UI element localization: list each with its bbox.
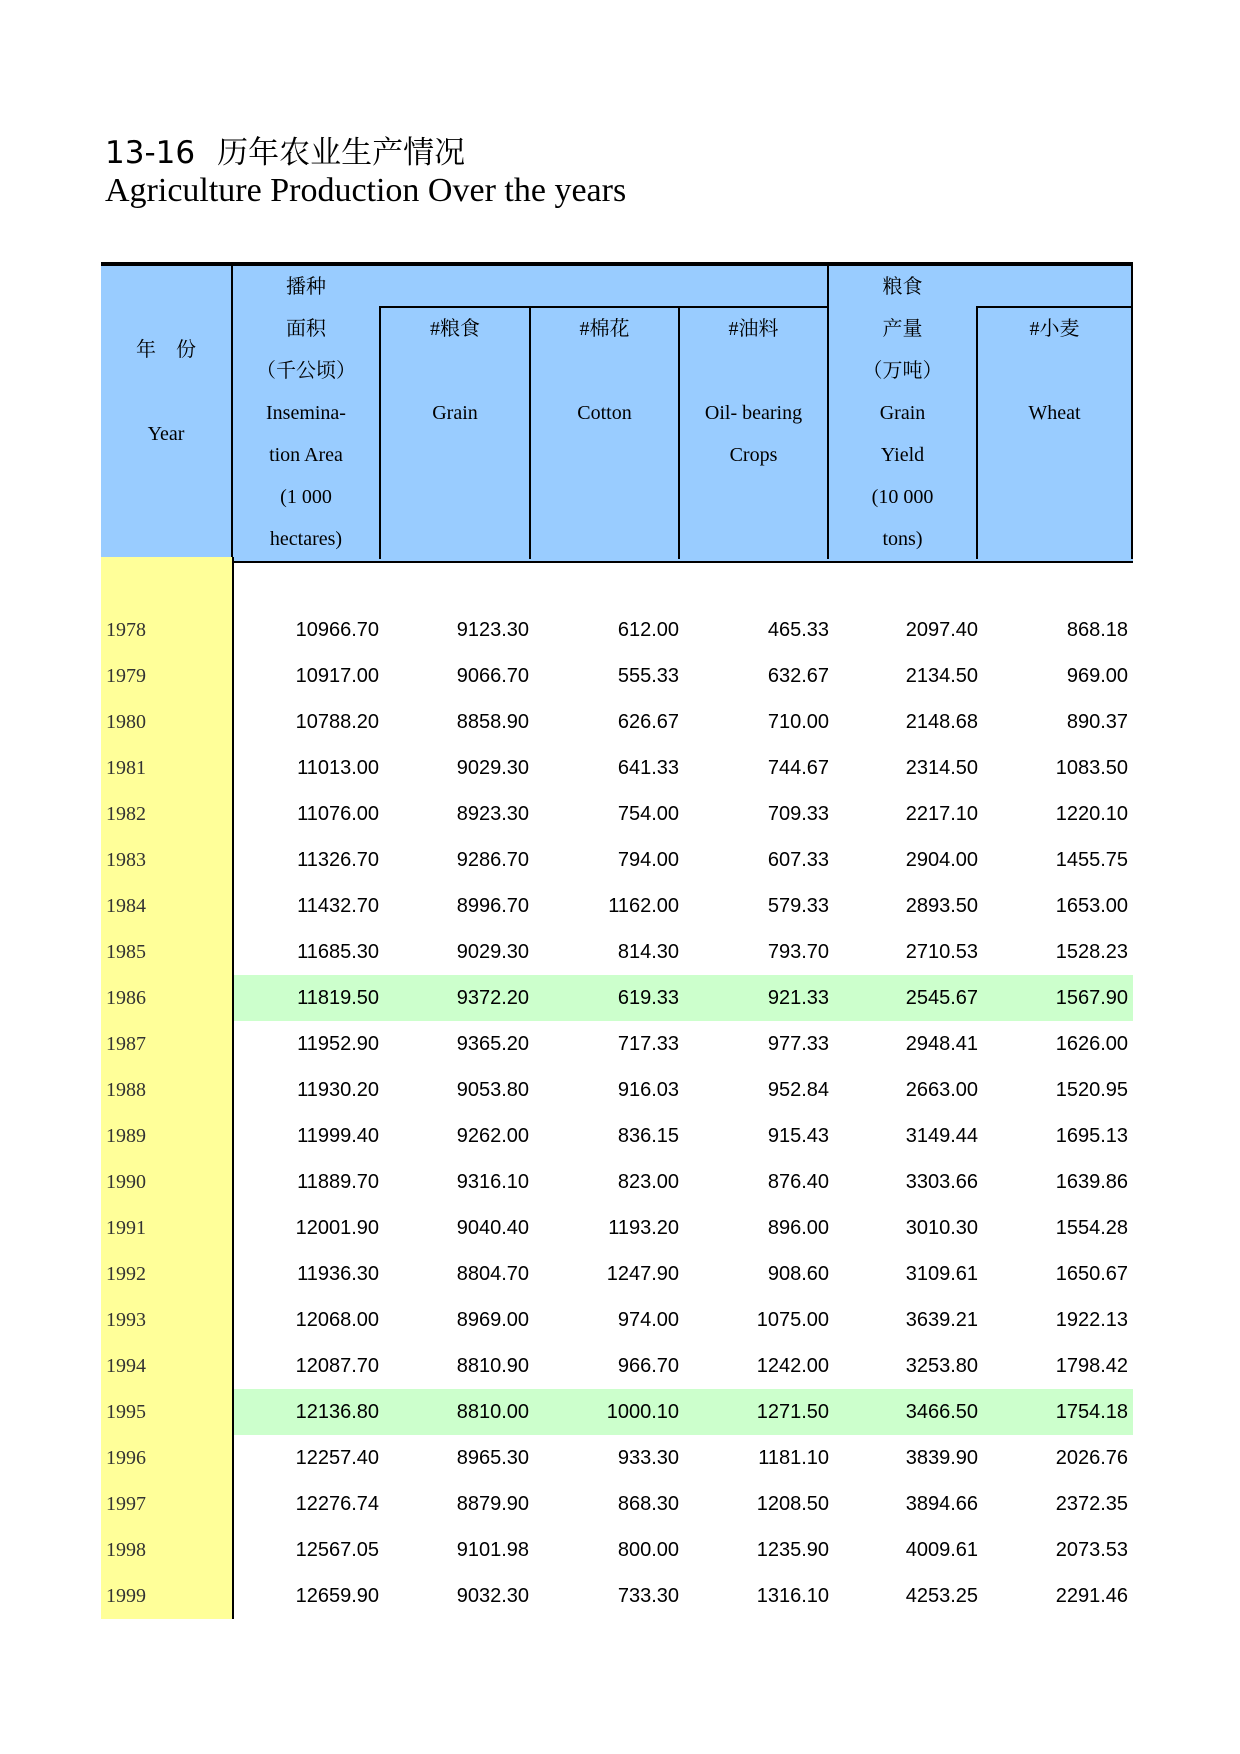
cell-wheat: 1567.90 (1055, 987, 1128, 1009)
cell-year: 1986 (106, 987, 146, 1009)
cell-sown-area: 12087.70 (295, 1355, 379, 1377)
cell-cotton: 754.00 (617, 803, 679, 825)
cell-grain-yield: 2948.41 (905, 1033, 978, 1055)
cell-year: 1995 (106, 1401, 146, 1423)
table-row (101, 975, 1133, 1021)
table-row (101, 1251, 1133, 1297)
cell-sown-area: 11889.70 (297, 1171, 379, 1193)
cell-grain: 9066.70 (456, 665, 529, 687)
cell-year: 1992 (106, 1263, 146, 1285)
cell-wheat: 1695.13 (1055, 1125, 1128, 1147)
cell-wheat: 1520.95 (1055, 1079, 1128, 1101)
cell-wheat: 1922.13 (1055, 1309, 1128, 1331)
cell-oil-crops: 710.00 (767, 711, 829, 733)
cell-grain: 9262.00 (456, 1125, 529, 1147)
header-grain-yield (829, 266, 976, 560)
cell-grain-yield: 3303.66 (905, 1171, 978, 1193)
cell-grain: 9029.30 (456, 757, 529, 779)
cell-oil-crops: 896.00 (767, 1217, 829, 1239)
cell-year: 1979 (106, 665, 146, 687)
header-text: Grain (879, 402, 926, 424)
header-text: Grain (432, 402, 478, 424)
cell-year: 1999 (106, 1585, 146, 1607)
cell-oil-crops: 1271.50 (756, 1401, 829, 1423)
cell-sown-area: 10966.70 (295, 619, 379, 641)
table-row (101, 883, 1133, 929)
cell-year: 1983 (106, 849, 146, 871)
table-row (101, 1205, 1133, 1251)
header-text (978, 350, 1131, 392)
header-text: #小麦 (1029, 318, 1080, 340)
cell-grain: 8804.70 (456, 1263, 529, 1285)
cell-grain-yield: 3010.30 (905, 1217, 978, 1239)
cell-cotton: 555.33 (617, 665, 679, 687)
table-title-chinese (105, 127, 465, 172)
header-text: Cotton (577, 402, 632, 424)
cell-grain-yield: 3839.90 (905, 1447, 978, 1469)
cell-grain-yield: 3639.21 (905, 1309, 978, 1331)
cell-grain: 8923.30 (456, 803, 529, 825)
cell-year: 1990 (106, 1171, 146, 1193)
cell-sown-area: 11819.50 (297, 987, 379, 1009)
cell-grain-yield: 3253.80 (905, 1355, 978, 1377)
cell-wheat: 1626.00 (1055, 1033, 1128, 1055)
cell-cotton: 641.33 (617, 757, 679, 779)
header-text: (1 000 (280, 486, 332, 508)
table-row (101, 1297, 1133, 1343)
cell-sown-area: 11936.30 (297, 1263, 379, 1285)
cell-wheat: 1220.10 (1055, 803, 1128, 825)
cell-year: 1997 (106, 1493, 146, 1515)
header-text: hectares) (269, 528, 343, 550)
cell-grain: 9286.70 (456, 849, 529, 871)
cell-cotton: 619.33 (617, 987, 679, 1009)
cell-oil-crops: 1235.90 (756, 1539, 829, 1561)
cell-grain: 8969.00 (456, 1309, 529, 1331)
cell-wheat: 2073.53 (1055, 1539, 1128, 1561)
cell-grain: 8996.70 (456, 895, 529, 917)
cell-oil-crops: 793.70 (767, 941, 829, 963)
cell-cotton: 1000.10 (606, 1401, 679, 1423)
cell-grain: 8879.90 (456, 1493, 529, 1515)
table-row (101, 837, 1133, 883)
cell-grain: 9032.30 (456, 1585, 529, 1607)
cell-oil-crops: 921.33 (767, 987, 829, 1009)
header-wheat (978, 308, 1131, 434)
cell-sown-area: 11999.40 (297, 1125, 379, 1147)
header-text: #油料 (728, 318, 779, 340)
cell-grain: 9372.20 (456, 987, 529, 1009)
cell-oil-crops: 709.33 (767, 803, 829, 825)
cell-sown-area: 12136.80 (295, 1401, 379, 1423)
header-oil-crops (680, 308, 827, 476)
cell-grain-yield: 2097.40 (905, 619, 978, 641)
table-row (101, 1067, 1133, 1113)
table-row (101, 929, 1133, 975)
header-sown-area (233, 266, 379, 560)
table-header (101, 262, 1133, 563)
cell-cotton: 916.03 (617, 1079, 679, 1101)
header-text: #棉花 (579, 318, 630, 340)
cell-grain: 9029.30 (456, 941, 529, 963)
cell-year: 1994 (106, 1355, 146, 1377)
cell-cotton: 1193.20 (608, 1217, 679, 1239)
header-divider (1131, 266, 1133, 559)
cell-year: 1988 (106, 1079, 146, 1101)
header-text: （千公顷） (256, 360, 356, 382)
table-row (101, 1481, 1133, 1527)
table-row (101, 1527, 1133, 1573)
cell-grain: 9365.20 (456, 1033, 529, 1055)
cell-oil-crops: 1242.00 (756, 1355, 829, 1377)
cell-grain: 9123.30 (456, 619, 529, 641)
table-number: 13-16 (105, 135, 196, 171)
cell-grain: 8858.90 (456, 711, 529, 733)
header-text: （万吨） (862, 360, 943, 382)
cell-wheat: 1083.50 (1055, 757, 1128, 779)
cell-grain-yield: 2710.53 (905, 941, 978, 963)
cell-grain-yield: 2545.67 (905, 987, 978, 1009)
cell-grain-yield: 3894.66 (905, 1493, 978, 1515)
header-text: Insemina- (266, 402, 346, 424)
cell-oil-crops: 632.67 (767, 665, 829, 687)
cell-wheat: 1798.42 (1055, 1355, 1128, 1377)
cell-cotton: 823.00 (617, 1171, 679, 1193)
cell-year: 1984 (106, 895, 146, 917)
table-row (101, 1159, 1133, 1205)
table-row (101, 699, 1133, 745)
cell-grain-yield: 2148.68 (905, 711, 978, 733)
cell-sown-area: 12257.40 (295, 1447, 379, 1469)
cell-wheat: 2291.46 (1055, 1585, 1128, 1607)
table-row (101, 1435, 1133, 1481)
cell-sown-area: 11076.00 (297, 803, 379, 825)
header-year-cn: 年 份 (136, 339, 196, 361)
cell-oil-crops: 908.60 (767, 1263, 829, 1285)
cell-cotton: 717.33 (617, 1033, 679, 1055)
cell-grain-yield: 2134.50 (905, 665, 978, 687)
cell-grain-yield: 2314.50 (905, 757, 978, 779)
cell-wheat: 1639.86 (1055, 1171, 1128, 1193)
cell-year: 1991 (106, 1217, 146, 1239)
cell-year: 1981 (106, 757, 146, 779)
table-row (101, 1389, 1133, 1435)
cell-sown-area: 11432.70 (297, 895, 379, 917)
cell-grain-yield: 3109.61 (905, 1263, 978, 1285)
cell-oil-crops: 1181.10 (758, 1447, 829, 1469)
table-row (101, 1113, 1133, 1159)
cell-cotton: 1247.90 (606, 1263, 679, 1285)
cell-grain: 9040.40 (456, 1217, 529, 1239)
cell-grain: 8810.00 (456, 1401, 529, 1423)
cell-grain-yield: 2217.10 (905, 803, 978, 825)
cell-sown-area: 10788.20 (295, 711, 379, 733)
header-yield-group: 粮食 (882, 276, 923, 298)
cell-grain-yield: 4253.25 (905, 1585, 978, 1607)
table-row (101, 1343, 1133, 1389)
cell-sown-area: 10917.00 (295, 665, 379, 687)
header-text: 面积 (286, 318, 326, 340)
cell-cotton: 800.00 (617, 1539, 679, 1561)
header-text (531, 350, 678, 392)
header-text: Oil- bearing (704, 402, 803, 424)
cell-wheat: 1650.67 (1055, 1263, 1128, 1285)
cell-oil-crops: 915.43 (767, 1125, 829, 1147)
cell-wheat: 1653.00 (1055, 895, 1128, 917)
cell-oil-crops: 744.67 (767, 757, 829, 779)
cell-sown-area: 12068.00 (295, 1309, 379, 1331)
cell-sown-area: 11326.70 (297, 849, 379, 871)
cell-cotton: 1162.00 (608, 895, 679, 917)
cell-wheat: 1554.28 (1055, 1217, 1128, 1239)
cell-wheat: 969.00 (1066, 665, 1128, 687)
header-cotton (531, 308, 678, 434)
cell-cotton: 966.70 (617, 1355, 679, 1377)
table-row (101, 745, 1133, 791)
cell-grain-yield: 3149.44 (905, 1125, 978, 1147)
cell-cotton: 933.30 (617, 1447, 679, 1469)
cell-sown-area: 12567.05 (295, 1539, 379, 1561)
cell-oil-crops: 1208.50 (756, 1493, 829, 1515)
cell-cotton: 733.30 (617, 1585, 679, 1607)
cell-wheat: 1528.23 (1055, 941, 1128, 963)
header-year (101, 329, 231, 455)
cell-grain-yield: 2663.00 (905, 1079, 978, 1101)
cell-wheat: 2026.76 (1055, 1447, 1128, 1469)
cell-grain: 8965.30 (456, 1447, 529, 1469)
table-row (101, 607, 1133, 653)
cell-grain: 9101.98 (456, 1539, 529, 1561)
cell-oil-crops: 579.33 (767, 895, 829, 917)
cell-sown-area: 12659.90 (295, 1585, 379, 1607)
cell-wheat: 868.18 (1066, 619, 1128, 641)
cell-oil-crops: 1075.00 (756, 1309, 829, 1331)
cell-sown-area: 11930.20 (297, 1079, 379, 1101)
cell-year: 1996 (106, 1447, 146, 1469)
header-text: 产量 (882, 318, 923, 340)
header-sown-group: 播种 (286, 276, 326, 298)
cell-cotton: 612.00 (617, 619, 679, 641)
table-title-english: Agriculture Production Over the years (105, 172, 627, 209)
cell-grain: 9316.10 (456, 1171, 529, 1193)
cell-oil-crops: 465.33 (767, 619, 829, 641)
header-year-en: Year (147, 423, 185, 445)
cell-wheat: 1455.75 (1055, 849, 1128, 871)
cell-year: 1982 (106, 803, 146, 825)
cell-cotton: 814.30 (617, 941, 679, 963)
cell-cotton: 974.00 (617, 1309, 679, 1331)
cell-year: 1980 (106, 711, 146, 733)
header-text: tons) (882, 528, 923, 550)
header-text: (10 000 (871, 486, 934, 508)
table-title-cn-text: 历年农业生产情况 (217, 135, 466, 171)
cell-year: 1985 (106, 941, 146, 963)
cell-grain-yield: 2893.50 (905, 895, 978, 917)
cell-grain: 9053.80 (456, 1079, 529, 1101)
cell-grain-yield: 2904.00 (905, 849, 978, 871)
cell-wheat: 1754.18 (1055, 1401, 1128, 1423)
cell-cotton: 794.00 (617, 849, 679, 871)
header-text: tion Area (269, 444, 343, 466)
cell-oil-crops: 952.84 (767, 1079, 829, 1101)
header-text (381, 350, 529, 392)
header-text: Wheat (1028, 402, 1081, 424)
cell-wheat: 890.37 (1066, 711, 1128, 733)
cell-sown-area: 12001.90 (295, 1217, 379, 1239)
header-grain (381, 308, 529, 434)
cell-oil-crops: 607.33 (767, 849, 829, 871)
cell-year: 1989 (106, 1125, 146, 1147)
header-text (680, 350, 827, 392)
cell-sown-area: 11952.90 (297, 1033, 379, 1055)
cell-year: 1978 (106, 619, 146, 641)
table-row (101, 791, 1133, 837)
header-text: #粮食 (430, 318, 480, 340)
cell-sown-area: 12276.74 (295, 1493, 379, 1515)
cell-grain-yield: 3466.50 (905, 1401, 978, 1423)
cell-sown-area: 11013.00 (297, 757, 379, 779)
table-row (101, 1021, 1133, 1067)
cell-wheat: 2372.35 (1055, 1493, 1128, 1515)
cell-year: 1993 (106, 1309, 146, 1331)
cell-grain-yield: 4009.61 (905, 1539, 978, 1561)
cell-year: 1998 (106, 1539, 146, 1561)
table-row (101, 1573, 1133, 1619)
header-text: Crops (729, 444, 778, 466)
cell-cotton: 836.15 (617, 1125, 679, 1147)
cell-cotton: 868.30 (617, 1493, 679, 1515)
cell-oil-crops: 876.40 (767, 1171, 829, 1193)
cell-cotton: 626.67 (617, 711, 679, 733)
cell-sown-area: 11685.30 (297, 941, 379, 963)
cell-oil-crops: 977.33 (767, 1033, 829, 1055)
cell-grain: 8810.90 (456, 1355, 529, 1377)
header-text: Yield (880, 444, 925, 466)
table-row (101, 653, 1133, 699)
cell-oil-crops: 1316.10 (756, 1585, 829, 1607)
cell-year: 1987 (106, 1033, 146, 1055)
